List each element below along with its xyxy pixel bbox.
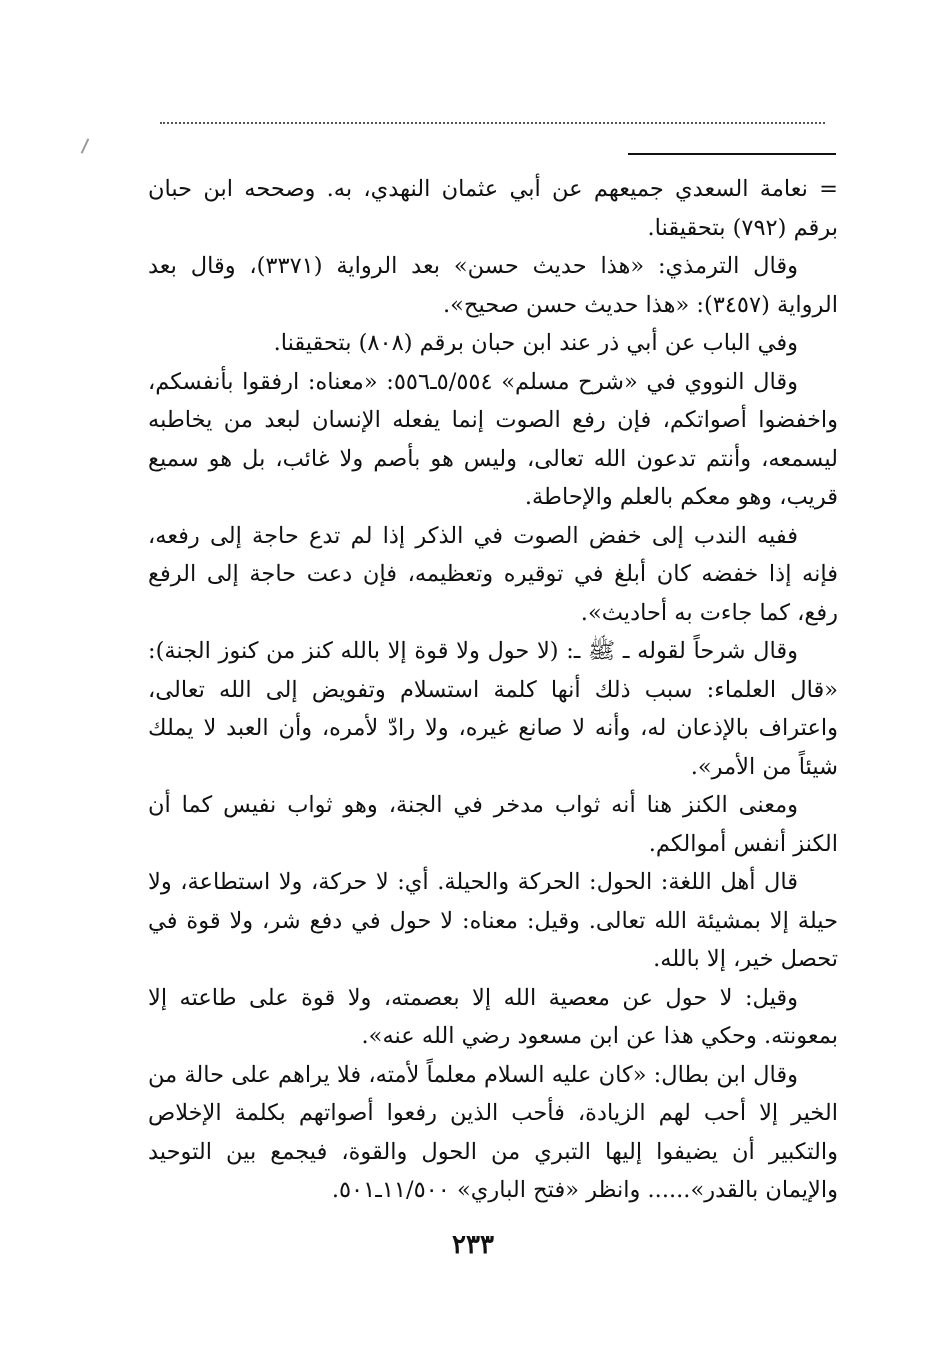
paragraph-7: قال أهل اللغة: الحول: الحركة والحيلة. أي: لا حركة، ولا استطاعة، ولا حيلة إلا بمشيئة الله تعالى. وقيل: معناه: لا حول في دفع شر، ولا قوة في تحصل خير، إلا بالله. [148,869,838,972]
paragraph-2: وفي الباب عن أبي ذر عند ابن حبان برقم (٨٠٨) بتحقيقنا. [273,330,798,356]
paragraph-0: = نعامة السعدي جميعهم عن أبي عثمان النهدي، به. وصححه ابن حبان برقم (٧٩٢) بتحقيقنا. [148,176,838,241]
paragraph-1: وقال الترمذي: «هذا حديث حسن» بعد الرواية (٣٣٧١)، وقال بعد الرواية (٣٤٥٧): «هذا حديث حسن صحيح». [148,253,838,318]
paragraph-3: وقال النووي في «شرح مسلم» ٥/٥٥٤ـ٥٥٦: «معناه: ارفقوا بأنفسكم، واخفضوا أصواتكم، فإن رفع الصوت إنما يفعله الإنسان لبعد من يخاطبه ليسمعه، وأنتم تدعون الله تعالى، وليس هو بأصم ولا غائب، بل هو سميع قريب، وهو معكم بالعلم والإحاطة. [148,368,838,510]
footnote-separator [628,153,836,155]
footnote-text [148,170,838,1210]
paragraph-5: وقال شرحاً لقوله ـ ﷺ ـ: (لا حول ولا قوة إلا بالله كنز من كنوز الجنة): «قال العلماء: سبب ذلك أنها كلمة استسلام وتفويض إلى الله تعالى، واعتراف بالإذعان له، وأنه لا صانع غيره، ولا رادّ لأمره، وأن العبد لا يملك شيئاً من الأمر». [148,638,838,780]
page-number: ٢٣٣ [452,1230,494,1260]
paragraph-8: وقيل: لا حول عن معصية الله إلا بعصمته، ولا قوة على طاعته إلا بمعونته. وحكي هذا عن ابن مسعود رضي الله عنه». [148,984,838,1049]
paragraph-6: ومعنى الكنز هنا أنه ثواب مدخر في الجنة، وهو ثواب نفيس كما أن الكنز أنفس أموالكم. [148,792,838,857]
paragraph-4: ففيه الندب إلى خفض الصوت في الذكر إذا لم تدع حاجة إلى رفعه، فإنه إذا خفضه كان أبلغ في توقيره وتعظيمه، فإن دعت حاجة إلى الرفع رفع، كما جاءت به أحاديث». [148,522,838,626]
scan-mark [81,138,90,153]
header-dotted-rule [160,122,825,124]
paragraph-9: وقال ابن بطال: «كان عليه السلام معلماً لأمته، فلا يراهم على حالة من الخير إلا أحب لهم الزيادة، فأحب الذين رفعوا أصواتهم بكلمة الإخلاص والتكبير أن يضيفوا إليها التبري من الحول والقوة، فيجمع بين التوحيد والإيمان بالقدر»...... وانظر «فتح الباري» ١١/٥٠٠ـ٥٠١. [148,1061,838,1203]
